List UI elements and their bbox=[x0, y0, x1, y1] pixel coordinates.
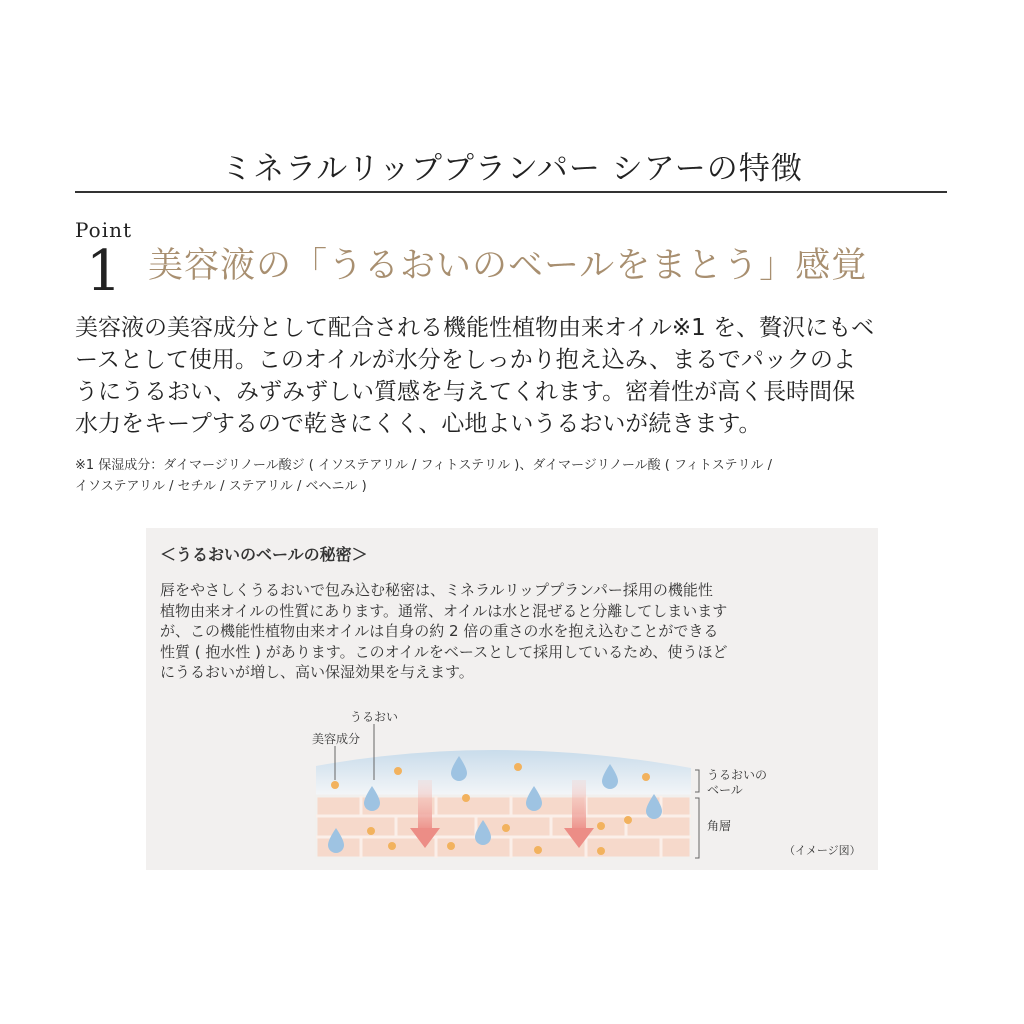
description-text bbox=[75, 312, 955, 440]
panel-line: 唇をやさしくうるおいで包み込む秘密は、ミネラルリッププランパー採用の機能性 bbox=[160, 581, 713, 599]
point-heading: 美容液の「うるおいのベールをまとう」感覚 bbox=[148, 246, 868, 286]
panel-title: ＜うるおいのベールの秘密＞ bbox=[160, 545, 368, 564]
footnote-line: ※1 保湿成分：ダイマージリノール酸ジ ( イソステアリル / フィトステリル )、ダイマージリノール酸 ( フィトステリル / bbox=[75, 458, 773, 473]
label-veil-line1: うるおいの bbox=[707, 768, 768, 782]
footnote-line: イソステアリル / セチル / ステアリル / ベヘニル ) bbox=[75, 479, 367, 494]
description-line: 美容液の美容成分として配合される機能性植物由来オイル※1 を、贅沢にもベ bbox=[75, 315, 875, 341]
veil-diagram bbox=[146, 528, 878, 870]
diagram-caption: （イメージ図） bbox=[784, 844, 861, 857]
label-moisture: うるおい bbox=[350, 710, 399, 724]
description-line: 水力をキープするので乾きにくく、心地よいうるおいが続きます。 bbox=[75, 411, 762, 437]
info-panel bbox=[146, 528, 878, 870]
panel-line: 性質 ( 抱水性 ) があります。このオイルをベースとして採用しているため、使うほど bbox=[160, 642, 728, 661]
label-veil-line2: ベール bbox=[707, 783, 743, 797]
panel-line: が、この機能性植物由来オイルは自身の約 2 倍の重さの水を抱え込むことができる bbox=[160, 622, 719, 640]
label-stratum: 角層 bbox=[707, 819, 732, 833]
description-line: うにうるおい、みずみずしい質感を与えてくれます。密着性が高く長時間保 bbox=[75, 379, 856, 405]
title-divider bbox=[75, 191, 947, 193]
panel-line: にうるおいが増し、高い保湿効果を与えます。 bbox=[160, 663, 474, 681]
page-title: ミネラルリッププランパー シアーの特徴 bbox=[221, 151, 803, 187]
point-number: 1 bbox=[86, 239, 122, 304]
label-beauty: 美容成分 bbox=[312, 732, 361, 746]
description-line: ースとして使用。このオイルが水分をしっかり抱え込み、まるでパックのよ bbox=[75, 347, 856, 373]
panel-line: 植物由来オイルの性質にあります。通常、オイルは水と混ぜると分離してしまいます bbox=[160, 601, 728, 620]
footnote bbox=[75, 455, 965, 497]
point-label: Point bbox=[75, 218, 133, 242]
